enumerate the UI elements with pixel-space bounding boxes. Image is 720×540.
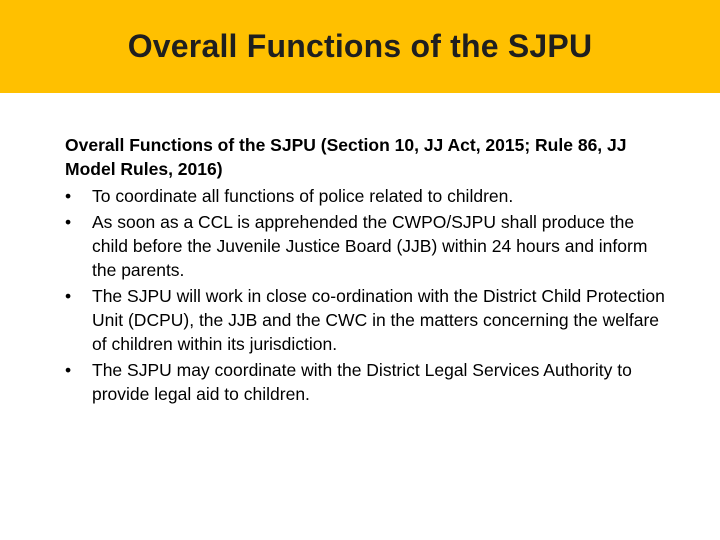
bullet-text: As soon as a CCL is apprehended the CWPO/SJPU shall produce the child before the Juvenile Justice Board (JJB) within 24 hours and inform the parents. [92, 212, 648, 280]
bullet-text: The SJPU will work in close co-ordination with the District Child Protection Unit (DCPU), the JJB and the CWC in the matters concerning the welfare of children within its jurisdiction. [92, 286, 665, 354]
bullet-marker: • [65, 212, 72, 232]
bullet-marker: • [65, 186, 72, 206]
bullet-item [65, 284, 665, 356]
bullet-marker: • [65, 360, 72, 380]
slide-content [65, 133, 665, 408]
slide-title: Overall Functions of the SJPU [127, 28, 593, 64]
section-heading: Overall Functions of the SJPU (Section 10, JJ Act, 2015; Rule 86, JJ Model Rules, 2016) [65, 135, 627, 179]
bullet-list [65, 184, 665, 406]
bullet-item [65, 358, 665, 406]
bullet-item [65, 184, 665, 208]
bullet-text: To coordinate all functions of police related to children. [92, 186, 514, 206]
bullet-item [65, 210, 665, 282]
bullet-marker: • [65, 286, 72, 306]
bullet-text: The SJPU may coordinate with the District Legal Services Authority to provide legal aid to children. [92, 360, 632, 404]
title-bar [0, 0, 720, 93]
